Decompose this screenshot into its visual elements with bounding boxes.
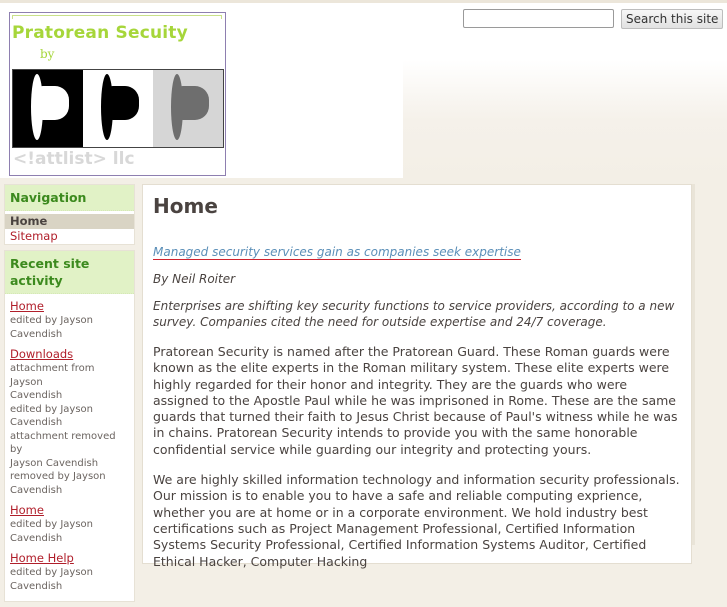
hat-icon-black-on-white (83, 70, 153, 147)
activity-detail: edited by Jayson (10, 315, 93, 326)
logo-subtitle: <!attlist> llc (13, 149, 135, 169)
activity-detail: attachment removed by (10, 430, 116, 455)
logo-by: by (40, 47, 55, 61)
nav-item-sitemap[interactable]: Sitemap (10, 229, 58, 243)
recent-activity-list (5, 294, 134, 601)
activity-link-home-help[interactable]: Home Help (10, 551, 74, 565)
mission-paragraph: We are highly skilled information technology and information security professionals. Our mission is to enable you to have a safe and reliable computing exprience, whether you are at home or in a corporate environment. We hold industry best certifications such as Project Management Professional, Certified Information Systems Security Professional, Certified Information Systems Auditor, Certified Ethical Hacker, Computer Hacking (153, 472, 680, 569)
about-paragraph: Pratorean Security is named after the Pratorean Guard. These Roman guards were known as the elite experts in the Roman military system. These elite experts were highly regarded for their honor and integrity. They are the guards who were assigned to the Apostle Paul while he was imprisoned in Rome. These are the same guards that turned their faith to Jesus Christ because of Paul's witness while he was in chains. Pratorean Security intends to provide you with the same honorable confidential service while guarding our integrity and protecting yours. (153, 344, 678, 457)
main-content (142, 184, 692, 569)
activity-detail: edited by Jayson (10, 567, 93, 578)
search-button[interactable]: Search this site (621, 9, 723, 29)
activity-detail: removed by Jayson (10, 471, 106, 482)
activity-detail: Cavendish (10, 390, 63, 401)
article-link[interactable]: Managed security services gain as companies seek expertise (153, 245, 521, 259)
recent-activity-heading: Recent site activity (5, 251, 134, 294)
search-input[interactable] (463, 9, 614, 28)
sidebar (4, 184, 135, 607)
article-summary: Enterprises are shifting key security functions to service providers, according to a new survey. Companies cited the need for outside expertise and 24/7 coverage. (153, 299, 675, 329)
activity-detail: Cavendish (10, 417, 63, 428)
site-logo[interactable] (9, 12, 226, 176)
logo-area (0, 3, 403, 178)
activity-detail: Jayson Cavendish (10, 457, 99, 469)
activity-detail: Cavendish (10, 532, 63, 544)
activity-detail: Cavendish (10, 328, 63, 340)
activity-detail: Cavendish (10, 580, 63, 592)
activity-link-home[interactable]: Home (10, 503, 44, 517)
logo-hat-images (12, 69, 224, 148)
activity-link-home[interactable]: Home (10, 299, 44, 313)
activity-detail: edited by Jayson (10, 519, 93, 530)
logo-title: Pratorean Secuity (12, 23, 188, 43)
activity-entry (10, 299, 129, 341)
article-byline: By Neil Roiter (153, 272, 236, 286)
recent-activity-box (4, 250, 135, 602)
hat-icon-grey (153, 70, 223, 147)
activity-detail: attachment from Jayson (10, 363, 95, 388)
activity-link-downloads[interactable]: Downloads (10, 347, 74, 361)
site-header (0, 0, 727, 178)
main-content-shadow (692, 184, 695, 545)
page-title: Home (153, 194, 218, 218)
hat-icon-white-on-black (13, 70, 83, 147)
logo-decoration (12, 15, 222, 16)
activity-detail: Cavendish (10, 484, 63, 496)
activity-entry (10, 503, 129, 545)
activity-entry (10, 551, 129, 593)
activity-entry (10, 347, 129, 497)
navigation-box (4, 184, 135, 245)
nav-item-home[interactable]: Home (5, 214, 134, 229)
activity-detail: edited by Jayson (10, 403, 93, 415)
navigation-heading: Navigation (5, 185, 134, 211)
